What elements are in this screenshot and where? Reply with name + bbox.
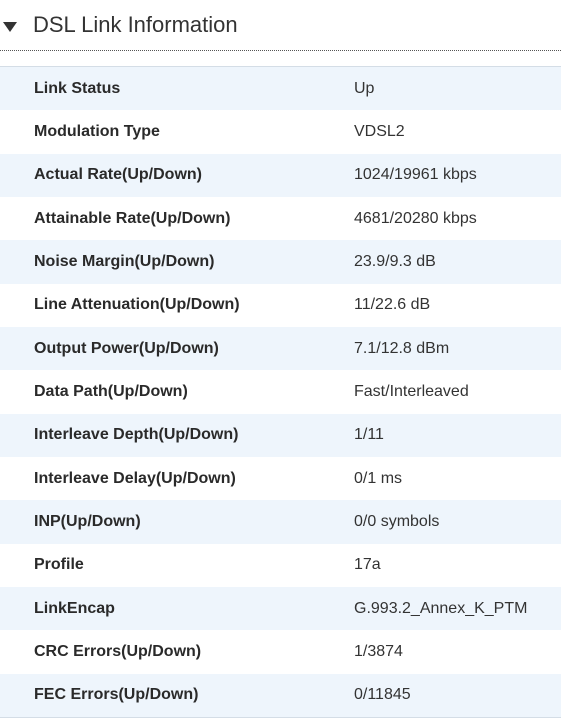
table-row <box>0 674 561 717</box>
row-label-inp: INP(Up/Down) <box>34 512 141 530</box>
row-value-fec-errors: 0/11845 <box>354 686 411 704</box>
row-label-line-attenuation: Line Attenuation(Up/Down) <box>34 296 240 314</box>
row-value-link-status: Up <box>354 79 375 97</box>
row-label-interleave-delay: Interleave Delay(Up/Down) <box>34 469 236 487</box>
section-title: DSL Link Information <box>33 12 238 37</box>
table-row <box>0 587 561 630</box>
table-row <box>0 67 561 110</box>
table-row <box>0 370 561 413</box>
table-row <box>0 630 561 673</box>
table-row <box>0 544 561 587</box>
row-value-data-path: Fast/Interleaved <box>354 382 469 400</box>
row-value-crc-errors: 1/3874 <box>354 642 403 660</box>
row-label-fec-errors: FEC Errors(Up/Down) <box>34 686 199 704</box>
row-value-noise-margin: 23.9/9.3 dB <box>354 252 436 270</box>
row-label-output-power: Output Power(Up/Down) <box>34 339 219 357</box>
row-label-link-status: Link Status <box>34 79 121 97</box>
row-value-interleave-depth: 1/11 <box>354 426 384 444</box>
table-row <box>0 327 561 370</box>
row-value-output-power: 7.1/12.8 dBm <box>354 339 450 357</box>
row-value-profile: 17a <box>354 556 381 574</box>
row-label-actual-rate: Actual Rate(Up/Down) <box>34 166 202 184</box>
table-row <box>0 110 561 153</box>
table-row <box>0 500 561 543</box>
row-label-data-path: Data Path(Up/Down) <box>34 382 188 400</box>
row-label-crc-errors: CRC Errors(Up/Down) <box>34 642 202 660</box>
table-row <box>0 154 561 197</box>
row-label-attainable-rate: Attainable Rate(Up/Down) <box>34 209 231 227</box>
dsl-info-table <box>0 66 561 718</box>
row-value-line-attenuation: 11/22.6 dB <box>354 296 431 314</box>
collapse-triangle-icon[interactable] <box>3 22 17 32</box>
row-label-profile: Profile <box>34 556 84 574</box>
row-label-interleave-depth: Interleave Depth(Up/Down) <box>34 426 239 444</box>
table-row <box>0 457 561 500</box>
row-value-actual-rate: 1024/19961 kbps <box>354 166 477 184</box>
table-row <box>0 414 561 457</box>
table-row <box>0 240 561 283</box>
table-row <box>0 284 561 327</box>
row-value-interleave-delay: 0/1 ms <box>354 469 403 487</box>
row-value-attainable-rate: 4681/20280 kbps <box>354 209 477 227</box>
row-value-inp: 0/0 symbols <box>354 512 440 530</box>
row-label-noise-margin: Noise Margin(Up/Down) <box>34 252 215 270</box>
row-value-modulation-type: VDSL2 <box>354 122 405 140</box>
table-row <box>0 197 561 240</box>
row-value-link-encap: G.993.2_Annex_K_PTM <box>354 599 528 617</box>
row-label-modulation-type: Modulation Type <box>34 122 160 140</box>
row-label-link-encap: LinkEncap <box>34 599 115 617</box>
section-header[interactable] <box>0 0 561 51</box>
